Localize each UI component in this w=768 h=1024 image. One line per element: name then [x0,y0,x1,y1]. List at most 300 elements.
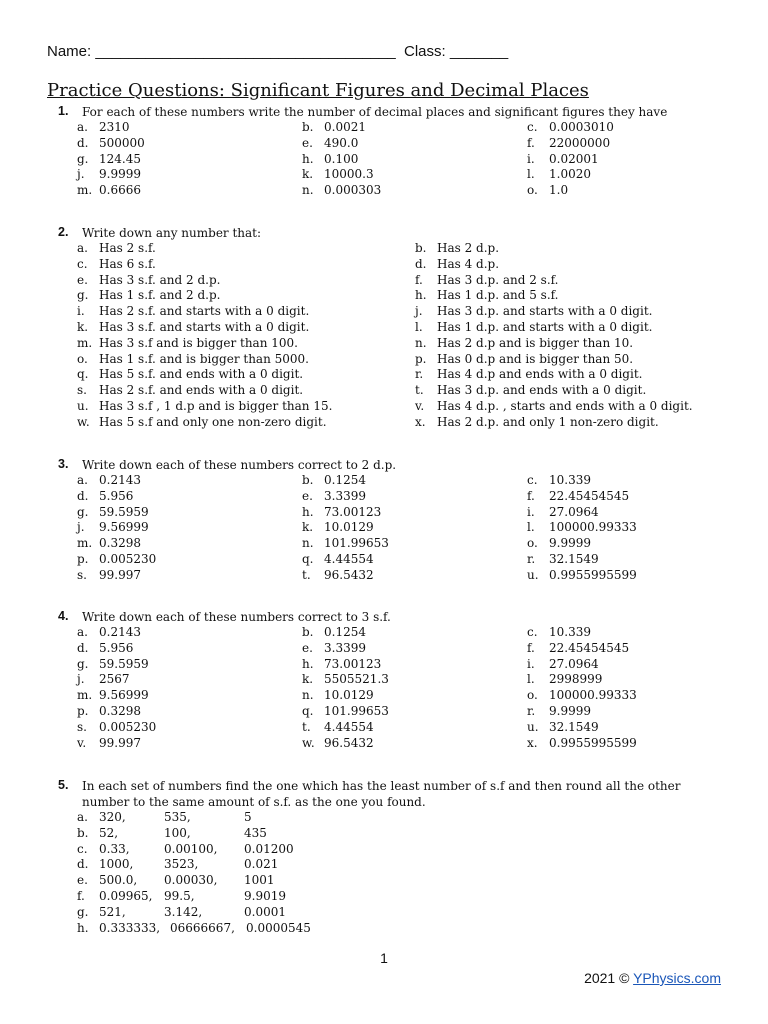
item-text: Has 3 d.p. and ends with a 0 digit. [437,383,647,398]
item-letter: d. [77,488,89,503]
answer-item [527,720,599,736]
answer-item [77,657,149,673]
item-text: Has 6 s.f. [99,256,156,271]
answer-item [77,568,141,584]
item-text: 10.339 [549,473,591,487]
set-value: 99.5, [164,889,195,903]
question-number: 5. [58,778,69,792]
item-text: 2567 [99,672,130,687]
item-text: 96.5432 [324,567,374,582]
question-number: 4. [58,609,69,623]
item-letter: g. [77,504,89,519]
answer-item [302,183,381,199]
item-text: 4.44554 [324,719,374,734]
item-letter: s. [77,383,87,398]
answer-item [77,489,133,505]
item-letter: e. [77,873,88,888]
item-text: Has 3 d.p. and starts with a 0 digit. [437,304,653,319]
item-letter: u. [527,719,539,734]
answer-item [302,536,389,552]
item-text: 10.0129 [324,520,374,535]
item-text: 100000.99333 [549,520,637,535]
set-value: 521, [99,904,126,919]
answer-item [77,273,220,289]
answer-item [527,736,637,752]
answer-item [302,489,366,505]
item-letter: u. [77,399,89,413]
item-text: 0.6666 [99,183,141,198]
item-letter: b. [415,241,427,255]
question-prompt-line-1: In each set of numbers find the one which has the least number of s.f and then round all the other [82,779,681,793]
item-letter: i. [77,304,85,319]
answer-item [77,241,156,257]
set-value: 320, [99,810,126,824]
set-value: 5 [244,810,252,824]
set-value: 0.33, [99,841,130,856]
answer-item [77,552,156,568]
item-letter: i. [527,504,535,519]
answer-item [415,304,652,320]
answer-item [415,241,499,257]
answer-item [77,152,141,168]
item-text: 124.45 [99,151,141,166]
answer-item [527,688,637,704]
item-letter: h. [302,504,314,519]
item-text: 4.44554 [324,552,374,566]
item-text: Has 1 d.p. and starts with a 0 digit. [437,320,653,334]
item-letter: p. [415,351,427,366]
item-text: 96.5432 [324,735,374,750]
item-text: Has 2 d.p. [437,241,500,255]
answer-item [77,672,130,688]
item-letter: q. [302,552,314,566]
item-text: Has 3 s.f and is bigger than 100. [99,335,298,350]
answer-item [527,120,614,136]
item-letter: l. [527,167,535,182]
item-text: 99.997 [99,735,141,750]
item-text: 32.1549 [549,719,599,734]
answer-item [77,120,130,136]
item-letter: o. [527,688,538,703]
item-letter: w. [302,735,315,750]
set-value: 9.9019 [244,889,286,903]
answer-item [302,657,381,673]
item-letter: k. [77,320,89,334]
item-letter: r. [527,704,536,718]
set-value: 0.333333, [99,920,161,935]
answer-item [77,736,141,752]
answer-item [302,568,374,584]
item-letter: s. [77,719,87,734]
answer-item [302,136,358,152]
answer-item [77,352,309,368]
answer-item [527,152,599,168]
item-letter: q. [77,367,89,382]
answer-item [527,704,591,720]
item-letter: f. [527,135,535,150]
item-letter: a. [77,473,88,487]
item-letter: x. [527,735,538,750]
item-letter: i. [527,656,535,671]
item-letter: n. [415,335,427,350]
item-letter: c. [77,841,88,856]
item-text: 10.339 [549,625,591,639]
item-letter: n. [302,536,314,551]
item-letter: h. [302,151,314,166]
set-value: 52, [99,825,119,840]
set-value: 0.01200 [244,841,294,856]
answer-item [77,257,156,273]
site-link[interactable]: YPhysics.com [633,970,721,986]
item-letter: d. [77,857,89,872]
item-letter: g. [77,151,89,166]
item-text: 0.100 [324,151,359,166]
item-letter: p. [77,552,89,566]
set-value: 0.00100, [164,841,218,856]
answer-item [77,704,141,720]
copyright-text: 2021 © [584,970,634,986]
item-letter: f. [527,488,535,503]
item-letter: f. [527,640,535,655]
item-text: Has 1 d.p. and 5 s.f. [437,288,559,303]
set-value: 0.0000545 [246,920,311,935]
item-letter: c. [527,120,538,134]
answer-item [77,505,149,521]
answer-item [302,641,366,657]
item-text: 0.02001 [549,151,599,166]
item-text: 0.005230 [99,552,157,566]
item-text: Has 2 s.f. [99,241,156,255]
item-letter: r. [527,552,536,566]
answer-item [415,399,693,415]
item-text: 100000.99333 [549,688,637,703]
item-letter: l. [527,520,535,535]
item-letter: b. [77,825,89,840]
item-text: Has 2 d.p. and only 1 non-zero digit. [437,414,659,429]
set-value: 1001 [244,873,275,888]
item-letter: l. [527,672,535,687]
answer-item [415,288,558,304]
answer-item [527,641,629,657]
name-class-line: Name: ____________________________________ Class: _______ [47,43,509,60]
set-value: 06666667, [170,920,235,935]
item-text: 5.956 [99,640,134,655]
item-letter: g. [77,656,89,671]
answer-item [415,273,558,289]
answer-item [527,672,602,688]
item-letter: k. [302,520,314,535]
item-letter: h. [302,656,314,671]
item-letter: t. [415,383,424,398]
item-text: 2998999 [549,672,603,687]
set-value: 1000, [99,857,134,872]
item-text: 3.3399 [324,640,366,655]
item-text: Has 5 s.f. and ends with a 0 digit. [99,367,304,382]
item-text: 5505521.3 [324,672,389,687]
answer-item [302,736,374,752]
item-text: 3.3399 [324,488,366,503]
item-letter: a. [77,241,88,255]
item-letter: a. [77,625,88,639]
item-letter: x. [415,414,426,429]
item-letter: c. [77,256,88,271]
item-letter: j. [415,304,423,319]
set-value: 0.0001 [244,904,286,919]
answer-item [77,383,303,399]
item-letter: c. [527,625,538,639]
answer-item [527,552,599,568]
item-letter: b. [302,473,314,487]
item-text: Has 0 d.p and is bigger than 50. [437,351,634,366]
item-letter: g. [77,904,89,919]
item-text: 5.956 [99,488,134,503]
item-text: 0.1254 [324,625,366,639]
item-letter: o. [527,536,538,551]
question-prompt: Write down each of these numbers correct to 2 d.p. [82,458,397,472]
item-letter: n. [302,183,314,198]
answer-item [77,304,309,320]
page-number: 1 [380,950,388,966]
item-text: 9.9999 [549,536,591,551]
set-value: 0.00030, [164,873,218,888]
question-number: 1. [58,104,69,118]
answer-item [77,367,303,383]
answer-item [77,520,149,536]
item-text: 73.00123 [324,504,382,519]
item-text: Has 2 d.p and is bigger than 10. [437,335,634,350]
item-text: 0.0021 [324,120,366,134]
answer-item [527,536,591,552]
item-letter: b. [302,625,314,639]
answer-item [302,152,358,168]
item-letter: e. [302,488,313,503]
item-text: 490.0 [324,135,359,150]
answer-item [302,167,374,183]
answer-item [527,167,591,183]
item-text: 10.0129 [324,688,374,703]
answer-item [302,120,366,136]
item-letter: m. [77,183,93,198]
item-text: 59.5959 [99,656,149,671]
answer-item [527,136,610,152]
item-text: 500000 [99,135,145,150]
item-letter: q. [302,704,314,718]
item-letter: t. [302,719,311,734]
item-letter: e. [302,135,313,150]
answer-item [527,473,591,489]
question-prompt: For each of these numbers write the number of decimal places and significant figures they have [82,105,668,119]
answer-item [415,336,633,352]
answer-item [302,672,389,688]
answer-item [527,520,637,536]
item-letter: p. [77,704,89,718]
item-letter: l. [415,320,423,334]
answer-item [302,505,381,521]
item-text: 59.5959 [99,504,149,519]
question-prompt: Write down each of these numbers correct to 3 s.f. [82,610,391,624]
item-text: 0.2143 [99,625,141,639]
item-text: Has 4 d.p and ends with a 0 digit. [437,367,643,382]
question-number: 3. [58,457,69,471]
answer-item [302,704,389,720]
item-letter: h. [77,920,89,935]
item-letter: w. [77,414,90,429]
item-letter: m. [77,688,93,703]
item-letter: t. [302,567,311,582]
item-text: 0.9955995599 [549,735,637,750]
answer-item [415,352,633,368]
item-letter: j. [77,167,85,182]
item-letter: e. [77,272,88,287]
answer-item [302,688,374,704]
answer-item [77,320,309,336]
item-text: Has 4 d.p. [437,256,500,271]
set-value: 0.021 [244,857,279,872]
item-text: Has 3 s.f , 1 d.p and is bigger than 15. [99,399,333,413]
item-letter: f. [415,272,423,287]
item-letter: a. [77,810,88,824]
answer-item [527,625,591,641]
item-letter: m. [77,335,93,350]
item-letter: m. [77,536,93,551]
item-text: 10000.3 [324,167,374,182]
answer-item [415,415,659,431]
answer-item [77,167,141,183]
answer-item [77,473,141,489]
page-title: Practice Questions: Significant Figures and Decimal Places [47,80,589,101]
answer-item [415,320,652,336]
item-text: 27.0964 [549,504,599,519]
item-letter: n. [302,688,314,703]
item-letter: s. [77,567,87,582]
item-letter: k. [302,672,314,687]
item-text: Has 4 d.p. , starts and ends with a 0 digit. [437,399,693,413]
answer-item [415,257,499,273]
item-text: 0.3298 [99,536,141,551]
answer-item [77,336,298,352]
item-letter: v. [415,399,425,413]
answer-item [77,288,220,304]
item-letter: d. [415,256,427,271]
copyright-footer [584,970,721,986]
item-text: 0.000303 [324,183,382,198]
item-letter: r. [415,367,424,382]
item-text: Has 1 s.f. and is bigger than 5000. [99,351,309,366]
answer-item [302,473,366,489]
item-letter: d. [77,640,89,655]
item-text: 0.1254 [324,473,366,487]
answer-item [527,183,568,199]
set-value: 100, [164,825,191,840]
item-text: 0.2143 [99,473,141,487]
answer-item [302,520,374,536]
item-text: 9.9999 [99,167,141,182]
answer-item [527,489,629,505]
item-letter: c. [527,473,538,487]
answer-item [77,536,141,552]
answer-item [527,505,599,521]
answer-item [77,641,133,657]
item-text: 101.99653 [324,536,389,551]
question-prompt-line-2: number to the same amount of s.f. as the one you found. [82,795,426,809]
answer-item [77,415,327,431]
question-prompt: Write down any number that: [82,226,262,240]
answer-item [77,688,149,704]
item-letter: v. [77,735,87,750]
answer-item [302,625,366,641]
item-text: 9.56999 [99,520,149,535]
item-text: 101.99653 [324,704,389,718]
answer-item [415,367,642,383]
item-letter: a. [77,120,88,134]
item-text: 1.0020 [549,167,591,182]
set-value: 500.0, [99,873,138,888]
item-letter: u. [527,567,539,582]
item-text: 1.0 [549,183,569,198]
item-letter: f. [77,889,85,903]
answer-item [77,183,141,199]
set-value: 435 [244,825,267,840]
answer-item [77,720,156,736]
answer-item [77,136,145,152]
item-text: 27.0964 [549,656,599,671]
answer-item [527,657,599,673]
item-text: 32.1549 [549,552,599,566]
item-letter: j. [77,520,85,535]
item-text: Has 1 s.f. and 2 d.p. [99,288,221,303]
item-text: Has 3 s.f. and starts with a 0 digit. [99,320,310,334]
answer-item [302,720,374,736]
item-text: 73.00123 [324,656,382,671]
item-text: 9.9999 [549,704,591,718]
answer-item [302,552,374,568]
item-text: 22.45454545 [549,640,630,655]
item-text: 0.9955995599 [549,567,637,582]
item-letter: e. [302,640,313,655]
item-text: 22.45454545 [549,488,630,503]
item-text: 9.56999 [99,688,149,703]
item-text: 2310 [99,120,130,134]
item-text: Has 3 s.f. and 2 d.p. [99,272,221,287]
answer-item [527,568,637,584]
answer-item [77,399,332,415]
item-text: Has 2 s.f. and ends with a 0 digit. [99,383,304,398]
item-letter: g. [77,288,89,303]
item-letter: o. [77,351,88,366]
item-text: Has 3 d.p. and 2 s.f. [437,272,559,287]
item-text: 0.0003010 [549,120,614,134]
set-value: 535, [164,810,191,824]
item-letter: o. [527,183,538,198]
item-letter: h. [415,288,427,303]
set-value: 0.09965, [99,889,153,903]
item-text: 22000000 [549,135,611,150]
item-letter: b. [302,120,314,134]
item-letter: k. [302,167,314,182]
item-text: Has 2 s.f. and starts with a 0 digit. [99,304,310,319]
item-text: Has 5 s.f and only one non-zero digit. [99,414,327,429]
item-letter: j. [77,672,85,687]
set-value: 3.142, [164,904,203,919]
answer-item [415,383,646,399]
item-letter: i. [527,151,535,166]
set-value: 3523, [164,857,199,872]
item-letter: d. [77,135,89,150]
item-text: 0.005230 [99,719,157,734]
item-text: 99.997 [99,567,141,582]
item-text: 0.3298 [99,704,141,718]
question-number: 2. [58,225,69,239]
